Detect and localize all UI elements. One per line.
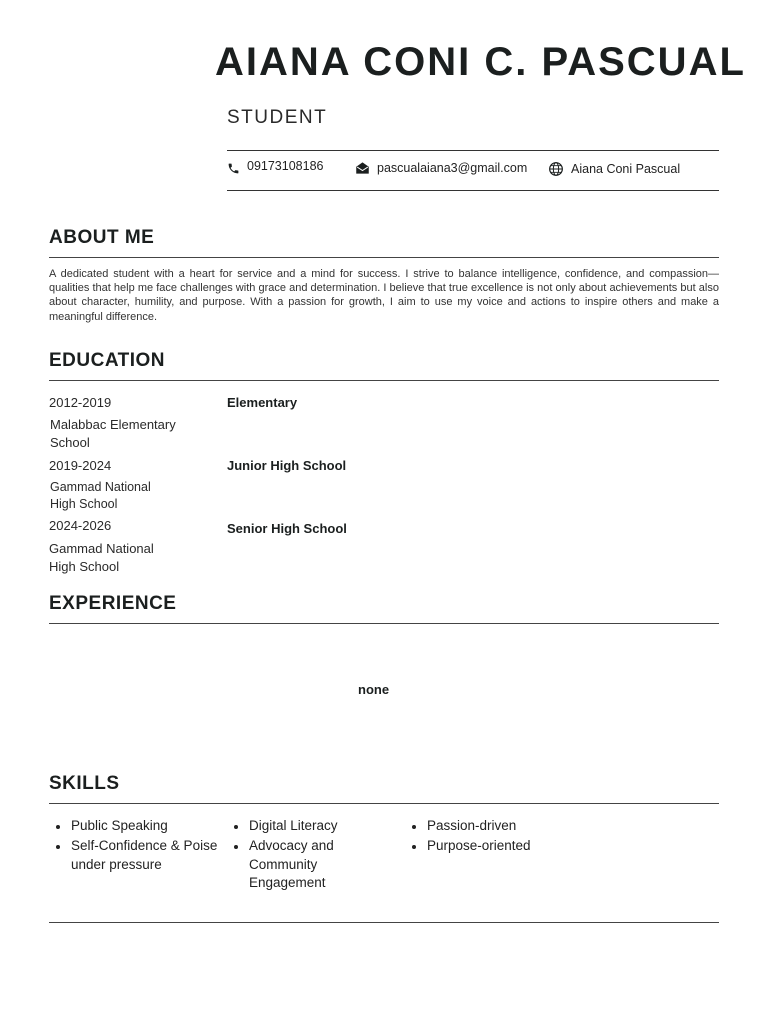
education-level: Elementary [227,395,298,410]
contact-phone [227,158,324,176]
education-years: 2019-2024 [49,458,112,473]
education-level: Junior High School [227,458,347,473]
skill-item: Public Speaking [49,817,229,836]
about-divider [49,257,719,258]
contact-divider-top [227,150,719,151]
education-title: EDUCATION [49,350,166,371]
experience-title: EXPERIENCE [49,593,177,614]
globe-icon [548,161,564,177]
education-school: Gammad National High School [50,480,151,511]
contact-divider-bottom [227,190,719,191]
resume-role: STUDENT [227,107,328,128]
website-name[interactable]: Aiana Coni Pascual [571,162,681,176]
phone-number: 09173108186 [247,158,324,173]
phone-icon [227,161,240,176]
skill-item: Advocacy and Community Engagement [227,837,367,893]
envelope-icon [355,161,370,175]
skills-column-2 [227,817,367,894]
contact-email [355,161,527,175]
skills-title: SKILLS [49,773,120,794]
about-title: ABOUT ME [49,227,155,248]
contact-website [548,161,680,177]
education-years: 2012-2019 [49,395,112,410]
skill-item: Self-Confidence & Poise under pressure [49,837,229,874]
education-level: Senior High School [227,521,347,536]
skill-item: Digital Literacy [227,817,367,836]
education-school: Malabbac Elementary School [50,417,176,450]
email-address[interactable]: pascualaiana3@gmail.com [377,161,528,175]
skill-item: Passion-driven [405,817,585,836]
skills-divider [49,803,719,804]
skills-column-3 [405,817,585,857]
experience-text: none [358,682,390,697]
about-text: A dedicated student with a heart for service and a mind for success. I strive to balance intelligence, confidence, and compassion—qualities that help me face challenges with grace and determination. I believe that true excellence is not only about achievements but also about character, humility, and purpose. With a passion for growth, I aim to use my voice and actions to inspire others and make a meaningful difference. [49,268,719,323]
resume-name: AIANA CONI C. PASCUAL [215,40,746,84]
experience-divider [49,623,719,624]
education-years: 2024-2026 [49,518,112,533]
skills-column-1 [49,817,229,876]
education-school: Gammad National High School [49,541,154,574]
education-divider [49,380,719,381]
skill-item: Purpose-oriented [405,837,585,856]
footer-divider [49,922,719,923]
